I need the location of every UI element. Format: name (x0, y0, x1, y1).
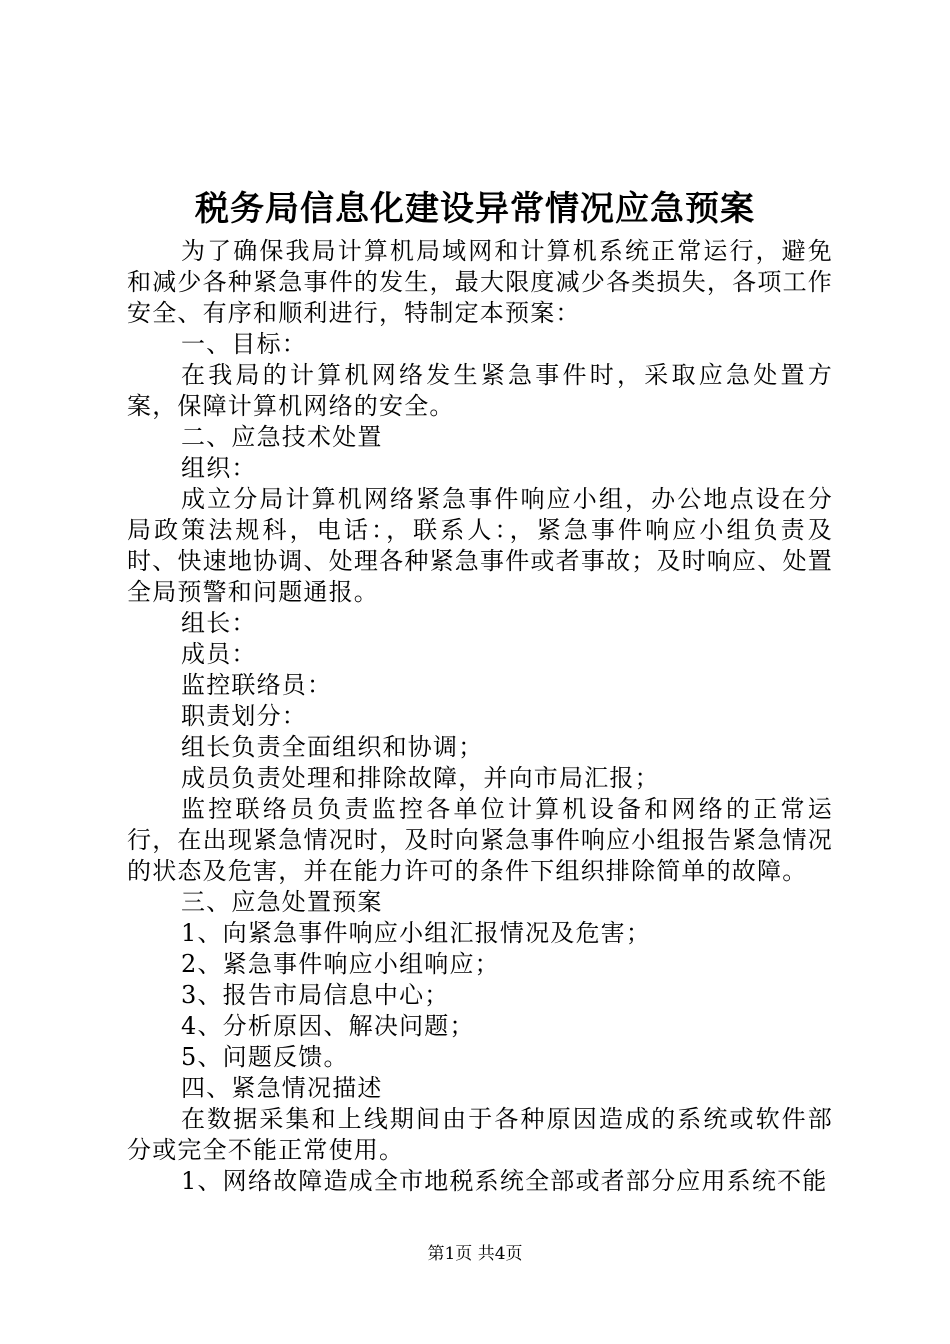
document-body (127, 236, 833, 1197)
list-item: 2、紧急事件响应小组响应； (181, 950, 500, 978)
list-item: 1、网络故障造成全市地税系统全部或者部分应用系统不能 (181, 1167, 828, 1195)
list-item: 5、问题反馈。 (181, 1043, 349, 1071)
list-item: 4、分析原因、解决问题； (181, 1012, 475, 1040)
paragraph: 组长负责全面组织和协调； (181, 733, 484, 761)
paragraph: 监控联络员负责监控各单位计算机设备和网络的正常运行，在出现紧急情况时，及时向紧急事件响应小组报告紧急情况的状态及危害，并在能力许可的条件下组织排除简单的故障。 (127, 795, 833, 885)
section-heading: 四、紧急情况描述 (181, 1074, 383, 1102)
list-item: 1、向紧急事件响应小组汇报情况及危害； (181, 919, 652, 947)
section-heading: 三、应急处置预案 (181, 888, 383, 916)
paragraph: 职责划分： (181, 702, 307, 730)
paragraph: 组织： (181, 454, 257, 482)
section-heading: 一、目标： (181, 330, 307, 358)
paragraph: 成员负责处理和排除故障，并向市局汇报； (181, 764, 660, 792)
paragraph: 在数据采集和上线期间由于各种原因造成的系统或软件部分或完全不能正常使用。 (127, 1105, 833, 1164)
paragraph: 组长： (181, 609, 257, 637)
section-heading: 二、应急技术处置 (181, 423, 383, 451)
document-title: 税务局信息化建设异常情况应急预案 (195, 189, 755, 229)
paragraph: 为了确保我局计算机局域网和计算机系统正常运行，避免和减少各种紧急事件的发生，最大限度减少各类损失，各项工作安全、有序和顺利进行，特制定本预案： (127, 237, 833, 327)
paragraph: 成立分局计算机网络紧急事件响应小组，办公地点设在分局政策法规科，电话：，联系人：，紧急事件响应小组负责及时、快速地协调、处理各种紧急事件或者事故；及时响应、处置全局预警和问题通报。 (127, 485, 833, 606)
paragraph: 监控联络员： (181, 671, 333, 699)
page-footer: 第1页 共4页 (427, 1244, 523, 1264)
paragraph: 成员： (181, 640, 257, 668)
list-item: 3、报告市局信息中心； (181, 981, 450, 1009)
paragraph: 在我局的计算机网络发生紧急事件时，采取应急处置方案，保障计算机网络的安全。 (127, 361, 833, 420)
